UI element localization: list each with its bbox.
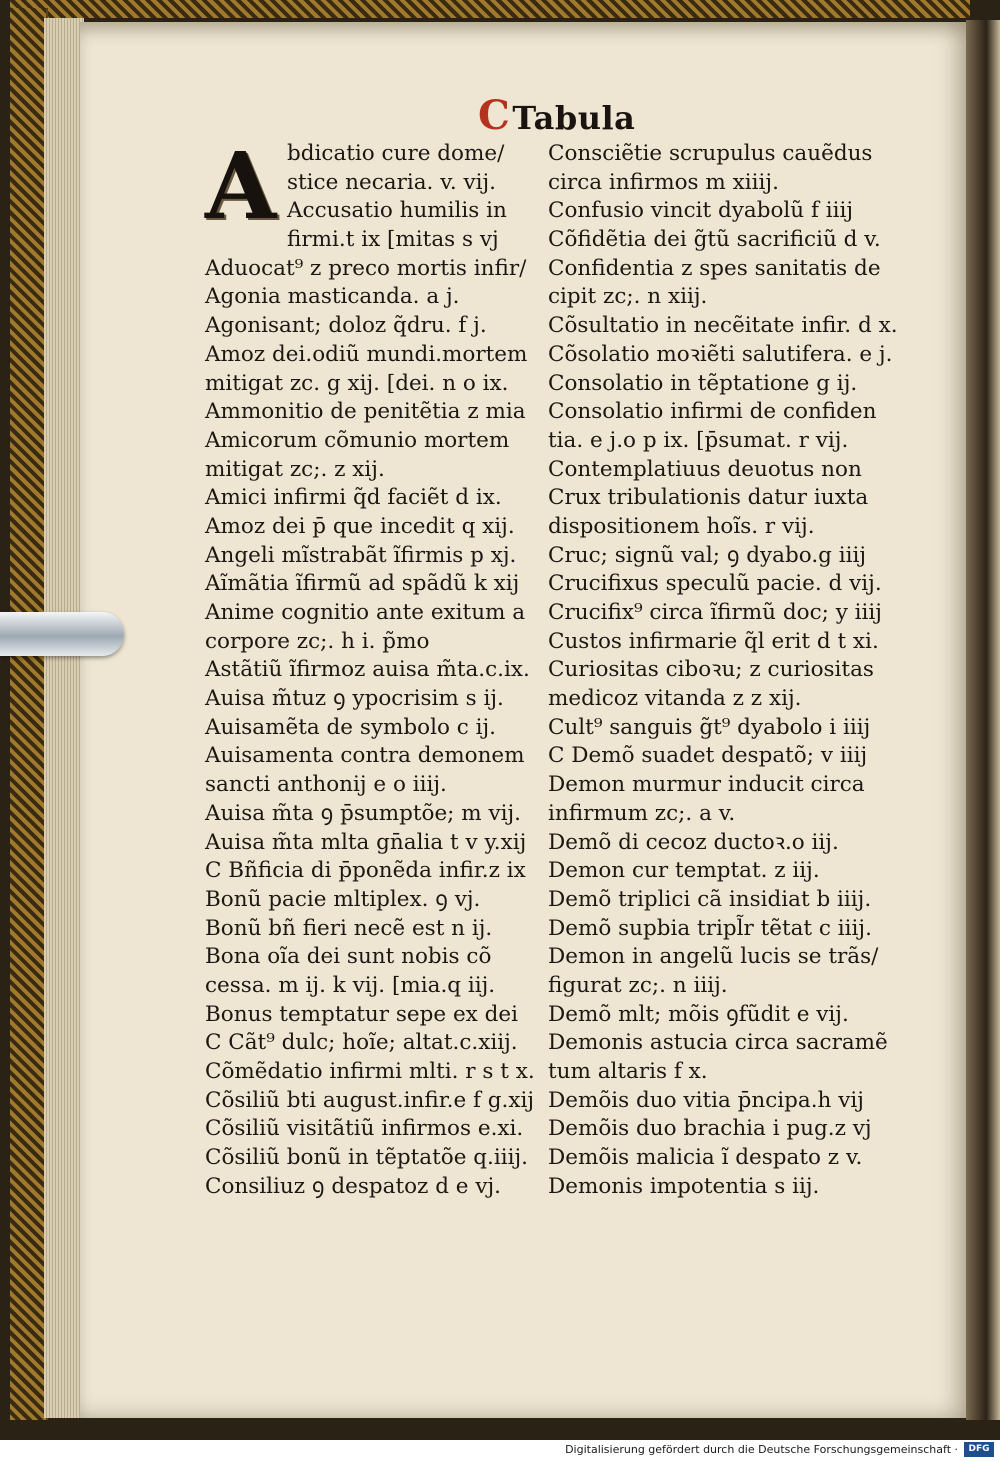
index-entry-line: cipit zc;. n xiij. — [548, 284, 708, 310]
index-entry-line: Anime cognitio ante exitum a — [205, 600, 526, 625]
page-edges — [44, 18, 84, 1418]
index-entry-line: sancti anthonij e o iiij. — [205, 772, 447, 798]
index-entry-line: Cõsultatio in necẽitate infir. d x. — [548, 313, 898, 339]
index-entry-line: Aduocat⁹ z preco mortis infir/ — [205, 255, 527, 281]
index-entry-line: C Cãt⁹ dulc; hoĩe; altat.c.xiij. — [205, 1030, 518, 1056]
index-entry-line: Confusio vincit dyabolũ f iiij — [548, 198, 854, 224]
footer — [0, 1440, 1000, 1461]
index-entry-line: stice necaria. v. vij. — [287, 169, 497, 195]
index-entry-line: Ammonitio de penitẽtia z mia — [205, 399, 526, 425]
index-entry-line: Demõ di cecoz ductoꝛ.o iij. — [548, 829, 839, 855]
index-entry-line: Demõis duo vitia p̄ncipa.h vij — [548, 1087, 864, 1113]
gilded-top-edge — [10, 0, 970, 18]
index-entry-line: Cõsiliũ bti august.infir.e f g.xij — [205, 1087, 535, 1113]
index-entry-line: Bona oĩa dei sunt nobis cõ — [205, 944, 492, 970]
decorated-initial: A — [205, 132, 277, 240]
page-title: Tabula — [512, 99, 636, 137]
index-entry-line: Cõsiliũ bonũ in tẽptatõe q.iiij. — [205, 1145, 528, 1171]
index-entry-line: dispositionem hoĩs. r vij. — [548, 513, 815, 539]
index-entry-line: Demõ triplici cã insidiat b iiij. — [548, 886, 872, 912]
index-entry-line: firmi.t ix [mitas s vj — [287, 227, 499, 253]
index-entry-line: Bonus temptatur sepe ex dei — [205, 1001, 518, 1027]
index-entry-line: Amoz dei.odiũ mundi.mortem — [205, 341, 528, 367]
index-entry-line: Bonũ pacie mltiplex. ꝯ vj. — [205, 886, 481, 912]
index-entry-line: Auisa m̃ta ꝯ p̄sumptõe; m vij. — [205, 800, 521, 826]
index-entry-line: tia. e j.o p ix. [p̄sumat. r vij. — [548, 427, 849, 453]
index-entry-line: Consiliuz ꝯ despatoz d e vj. — [205, 1173, 502, 1199]
page-header — [478, 92, 635, 139]
index-entry-line: Demonis impotentia s iij. — [548, 1173, 820, 1199]
index-entry-line: Demonis astucia circa sacramẽ — [548, 1030, 888, 1056]
index-entry-line: Consciẽtie scrupulus cauẽdus — [548, 141, 873, 166]
index-entry-line: Astãtiũ ĩfirmoz auisa m̃ta.c.ix. — [205, 657, 530, 683]
index-entry-line: Amici infirmi q̃d faciẽt d ix. — [205, 485, 502, 511]
index-entry-line: Contemplatiuus deuotus non — [548, 456, 862, 482]
index-entry-line: Demõis malicia ĩ despato z v. — [548, 1145, 863, 1171]
index-entry-line: Demõ supbia tripl̃r tẽtat c iiij. — [548, 915, 872, 941]
index-entry-line: Auisamenta contra demonem — [205, 743, 525, 769]
index-entry-line: Auisamẽta de symbolo c ij. — [205, 714, 497, 740]
index-entry-line: Consolatio infirmi de confiden — [548, 399, 877, 425]
index-entry-line: Confidentia z spes sanitatis de — [548, 255, 881, 281]
left-column — [205, 132, 535, 1201]
index-entry-line: Aĩmãtia ĩfirmũ ad spãdũ k xij — [205, 571, 520, 597]
index-entry-line: Crucifix⁹ circa ĩfirmũ doc; y iiij — [548, 600, 882, 625]
index-entry-line: C Bñficia di p̄ponẽda infir.z ix — [205, 858, 526, 884]
index-entry-line: Agonia masticanda. a j. — [205, 284, 460, 310]
index-entry-line: corpore zc;. h i. p̃mo — [205, 628, 430, 654]
index-entry-line: Agonisant; doloz q̃dru. f j. — [205, 313, 487, 339]
index-entry-line: Accusatio humilis in — [287, 198, 507, 224]
index-entry-line: Cõfidẽtia dei g̃tũ sacrificiũ d v. — [548, 227, 881, 253]
rubric-mark: C — [478, 92, 511, 139]
index-entry-line: Cõsiliũ visitãtiũ infirmos e.xi. — [205, 1116, 524, 1142]
index-entry-line: Auisa m̃tuz ꝯ ypocrisim s ij. — [205, 686, 504, 712]
index-entry-line: Demon in angelũ lucis se trãs/ — [548, 944, 879, 970]
page-clip-icon — [0, 612, 124, 656]
index-entry-line: Demon murmur inducit circa — [548, 772, 865, 798]
index-entry-line: Cult⁹ sanguis g̃t⁹ dyabolo i iiij — [548, 714, 871, 740]
book-gutter — [966, 20, 1000, 1420]
index-entry-line: bdicatio cure dome/ — [287, 141, 505, 166]
index-entry-line: Curiositas ciboꝛu; z curiositas — [548, 657, 874, 683]
index-entry-line: Demõis duo brachia i pug.z vj — [548, 1116, 872, 1142]
gilded-left-edge — [10, 8, 48, 1420]
index-entry-line: Cõsolatio moꝛiẽti salutifera. e j. — [548, 341, 893, 367]
index-entry-line: Angeli mĩstrabãt ĩfirmis p xj. — [205, 542, 517, 568]
index-entry-line: tum altaris f x. — [548, 1059, 708, 1084]
funding-credit: Digitalisierung gefördert durch die Deutsche Forschungsgemeinschaft · — [565, 1443, 958, 1456]
index-entry-line: Bonũ bñ fieri necẽ est n ij. — [205, 915, 493, 941]
index-entry-line: Demon cur temptat. z iij. — [548, 858, 820, 884]
index-entry-line: circa infirmos m xiiij. — [548, 169, 779, 195]
index-entry-line: figurat zc;. n iiij. — [548, 972, 728, 998]
index-entry-line: Consolatio in tẽptatione g ij. — [548, 370, 858, 396]
index-entry-line: medicoz vitanda z z xij. — [548, 686, 802, 712]
index-entry-line: Amicorum cõmunio mortem — [205, 427, 510, 453]
index-entry-line: mitigat zc. g xij. [dei. n o ix. — [205, 370, 509, 396]
index-entry-line: Crucifixus speculũ pacie. d vij. — [548, 571, 882, 597]
index-entry-line: Demõ mlt; mõis ꝯfũdit e vij. — [548, 1001, 849, 1027]
index-entry-line: Crux tribulationis datur iuxta — [548, 485, 869, 511]
right-column — [548, 140, 898, 1201]
index-entry-line: Cruc; signũ val; ꝯ dyabo.g iiij — [548, 542, 867, 568]
index-entry-line: Custos infirmarie q̃l erit d t xi. — [548, 628, 879, 654]
index-entry-line: Amoz dei p̄ que incedit q xij. — [205, 513, 515, 539]
index-entry-line: C Demõ suadet despatõ; v iiij — [548, 743, 868, 769]
index-entry-line: mitigat zc;. z xij. — [205, 456, 385, 482]
index-entry-line: cessa. m ij. k vij. [mia.q iij. — [205, 972, 496, 998]
index-entry-line: infirmum zc;. a v. — [548, 800, 736, 826]
index-entry-line: Cõmẽdatio infirmi mlti. r s t x. — [205, 1059, 535, 1084]
dfg-logo: DFG — [964, 1442, 994, 1457]
index-entry-line: Auisa m̃ta mlta gn̄alia t v y.xij — [205, 829, 527, 855]
